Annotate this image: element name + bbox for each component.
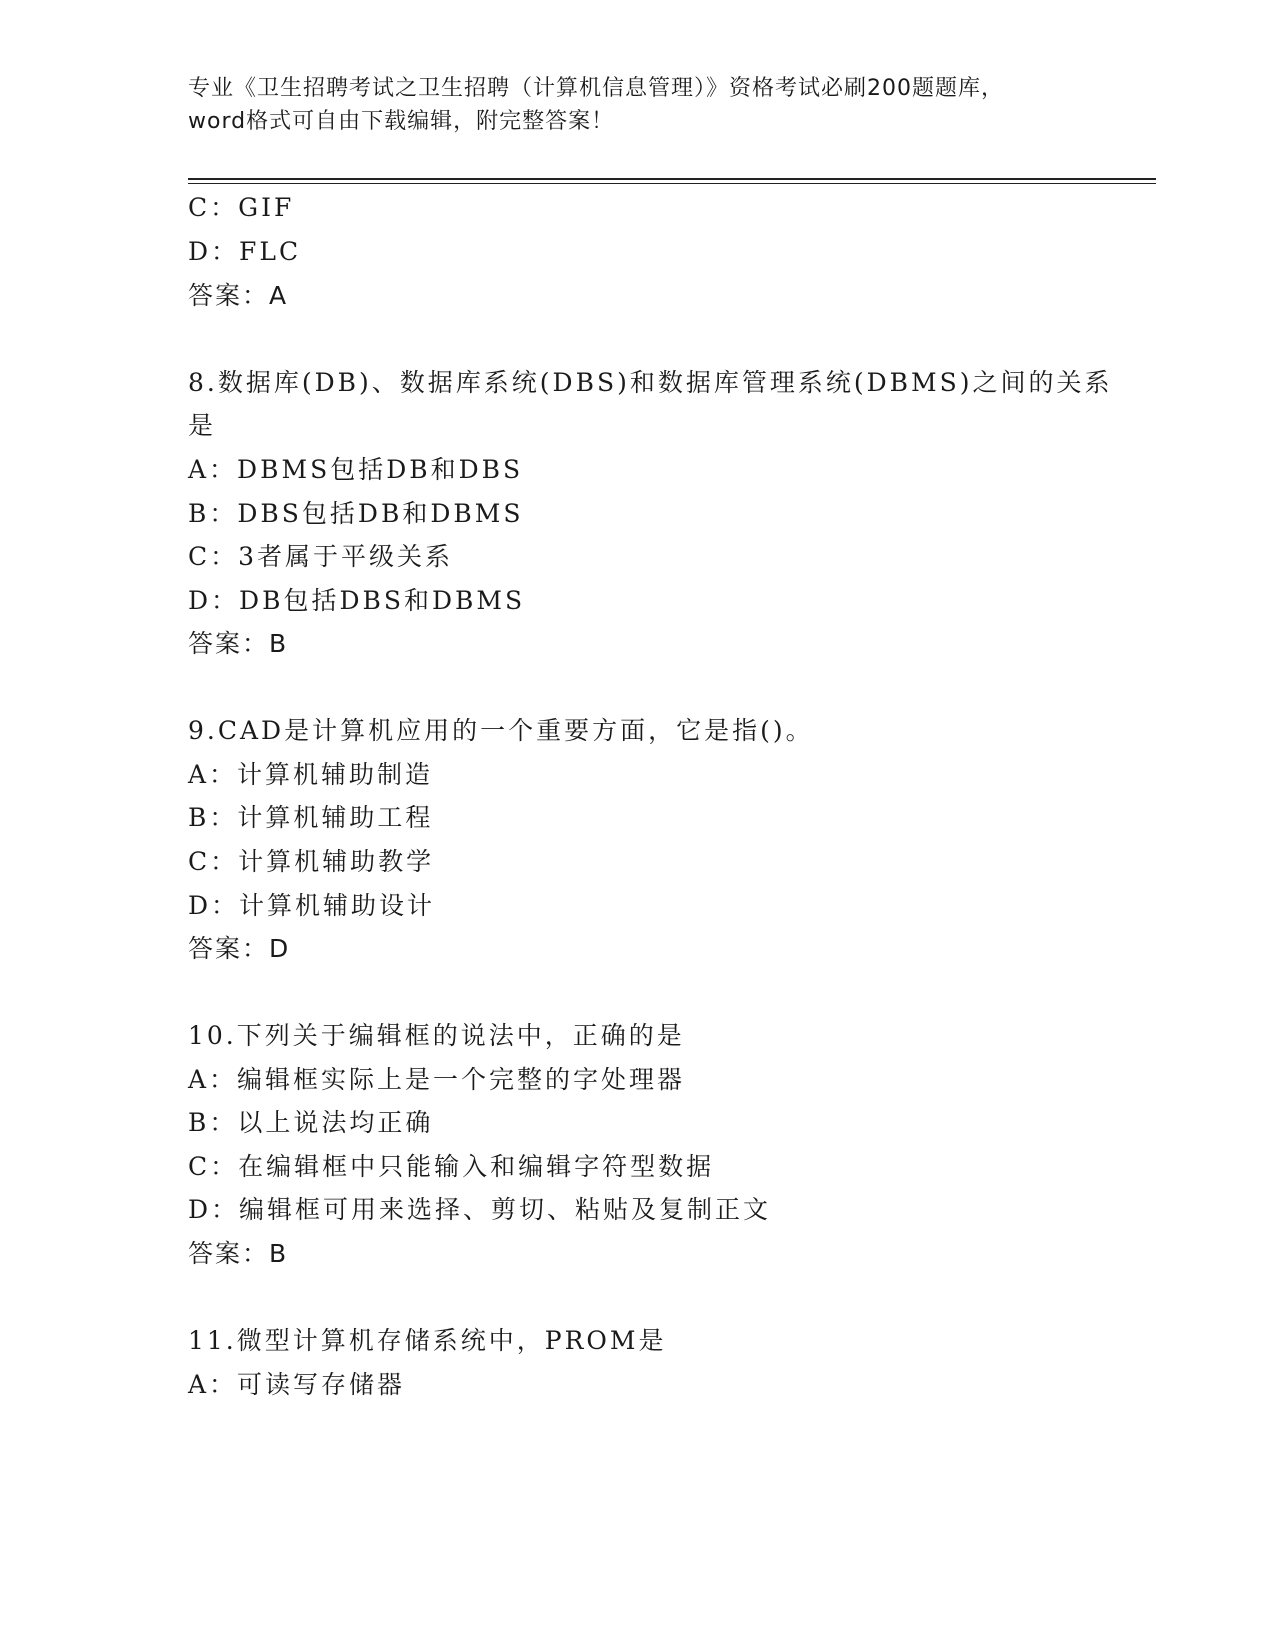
prev-option-d: D：FLC: [188, 237, 302, 266]
q10-option-a: A：编辑框实际上是一个完整的字处理器: [188, 1065, 686, 1094]
q10-option-b: B：以上说法均正确: [188, 1108, 434, 1137]
q8-option-b: B：DBS包括DB和DBMS: [188, 499, 524, 528]
q11-stem: 11.微型计算机存储系统中，PROM是: [188, 1326, 667, 1355]
q10-answer: 答案：B: [188, 1239, 289, 1268]
q10-option-c: C：在编辑框中只能输入和编辑字符型数据: [188, 1152, 715, 1181]
q9-answer: 答案：D: [188, 934, 291, 963]
q11-option-a: A：可读写存储器: [188, 1370, 406, 1399]
q9-option-d: D：计算机辅助设计: [188, 891, 436, 920]
prev-answer: 答案：A: [188, 281, 289, 310]
q9-option-c: C：计算机辅助教学: [188, 847, 435, 876]
q9-option-b: B：计算机辅助工程: [188, 803, 434, 832]
prev-option-c: C：GIF: [188, 193, 295, 222]
q10-stem: 10.下列关于编辑框的说法中，正确的是: [188, 1021, 685, 1050]
q9-option-a: A：计算机辅助制造: [188, 760, 434, 789]
q10-option-d: D：编辑框可用来选择、剪切、粘贴及复制正文: [188, 1195, 772, 1224]
q8-answer: 答案：B: [188, 629, 289, 658]
header-title-line-2: word格式可自由下载编辑，附完整答案！: [188, 109, 615, 134]
header-divider-thick: [188, 178, 1156, 180]
document-header: [188, 72, 1088, 138]
header-title-line-1: 专业《卫生招聘考试之卫生招聘（计算机信息管理）》资格考试必刷200题题库，: [188, 76, 1004, 101]
q9-stem: 9.CAD是计算机应用的一个重要方面，它是指()。: [188, 716, 814, 745]
q8-stem-line-1: 8.数据库(DB)、数据库系统(DBS)和数据库管理系统(DBMS)之间的关系: [188, 368, 1113, 397]
q8-option-c: C：3者属于平级关系: [188, 542, 454, 571]
q8-stem-line-2: 是: [188, 411, 217, 440]
q8-option-d: D：DB包括DBS和DBMS: [188, 586, 526, 615]
header-divider-thin: [188, 183, 1156, 184]
q8-option-a: A：DBMS包括DB和DBS: [188, 455, 524, 484]
